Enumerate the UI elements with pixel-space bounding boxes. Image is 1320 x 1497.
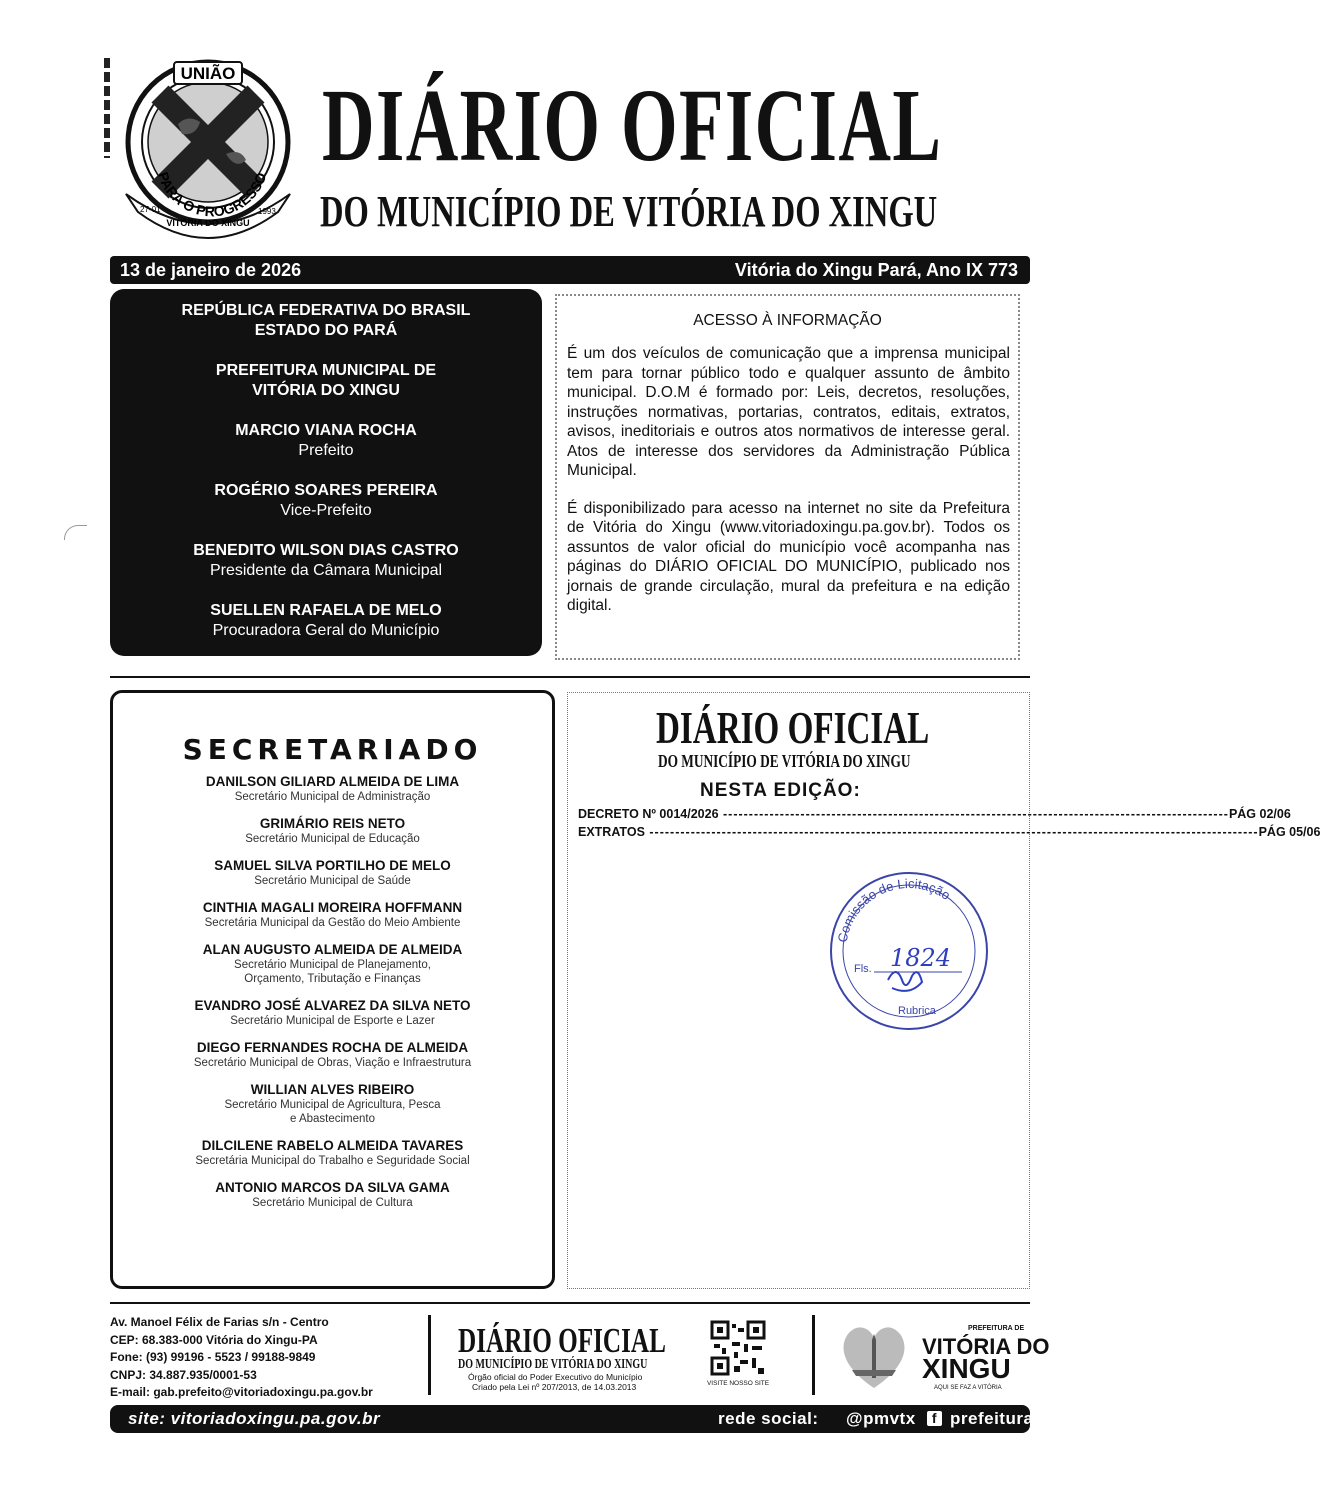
access-info-paragraph-1: É um dos veículos de comunicação que a imprensa municipal tem para tornar público todo e qualquer assunto de âmbito municipal. D.O.M é formado por: Leis, decretos, resoluções, instruções normativas, portarias, contratos, editais, extratos, avisos, ineditoriais e outros atos normativos de interesse geral. Atos de interesse dos servidores da Administração Pública Municipal. — [567, 345, 1010, 479]
footer-street: Av. Manoel Félix de Farias s/n - Centro — [110, 1315, 329, 1329]
official-block — [110, 361, 542, 401]
member-role: Secretária Municipal do Trabalho e Seguridade Social — [195, 1155, 470, 1167]
official-name: BENEDITO WILSON DIAS CASTRO — [193, 542, 459, 559]
toc-label: DECRETO Nº 0014/2026 — [578, 807, 719, 821]
footer-social-handle-2[interactable]: prefeitura_vx — [950, 1409, 1064, 1428]
member-name: SAMUEL SILVA PORTILHO DE MELO — [214, 858, 451, 873]
list-item — [113, 1040, 552, 1070]
masthead-subtitle: DO MUNICÍPIO DE VITÓRIA DO XINGU — [320, 187, 938, 236]
footer-social-label: rede social: — [718, 1409, 819, 1428]
instagram-icon[interactable] — [1106, 1411, 1122, 1427]
list-item — [113, 900, 552, 930]
footer-email[interactable]: E-mail: gab.prefeito@vitoriadoxingu.pa.gov.br — [110, 1385, 373, 1399]
footer-address — [110, 1314, 373, 1402]
list-item — [113, 816, 552, 846]
footer-divider — [110, 1302, 1030, 1304]
footer-logo-title: DIÁRIO OFICIAL — [458, 1321, 666, 1360]
member-role: Secretária Municipal da Gestão do Meio Ambiente — [204, 917, 461, 929]
official-block — [110, 301, 542, 341]
member-name: ALAN AUGUSTO ALMEIDA DE ALMEIDA — [202, 942, 463, 957]
member-name: CINTHIA MAGALI MOREIRA HOFFMANN — [202, 900, 463, 915]
secretariat-heading: SECRETARIADO — [182, 733, 483, 766]
prefeitura-label: PREFEITURA DE — [968, 1325, 1025, 1332]
official-role: Prefeito — [298, 442, 354, 459]
access-info-heading: ACESSO À INFORMAÇÃO — [693, 312, 882, 329]
qr-code-icon[interactable] — [710, 1320, 766, 1376]
logo-year-right: 1993 — [258, 207, 276, 216]
crop-mark — [104, 58, 110, 158]
protocol-stamp — [826, 868, 992, 1034]
toc-leader: -------------------------------------------------------------------------------------------------- — [718, 807, 1229, 821]
official-block — [110, 541, 542, 581]
footer-separator — [428, 1315, 431, 1395]
official-name: ROGÉRIO SOARES PEREIRA — [214, 482, 438, 499]
toc-label: EXTRATOS — [578, 825, 645, 839]
stamp-number: 1824 — [890, 944, 952, 972]
municipal-coat-of-arms-logo — [118, 54, 298, 244]
footer-logo-subtitle: DO MUNICÍPIO DE VITÓRIA DO XINGU — [458, 1356, 648, 1371]
footer-phone: Fone: (93) 99196 - 5523 / 99188-9849 — [110, 1350, 316, 1364]
logo-town-text: VITÓRIA DO XINGU — [166, 218, 250, 228]
edition-logo-title: DIÁRIO OFICIAL — [656, 702, 930, 753]
member-name: DILCILENE RABELO ALMEIDA TAVARES — [201, 1138, 464, 1153]
official-title-2: ESTADO DO PARÁ — [254, 322, 398, 339]
toc-row[interactable] — [578, 825, 1320, 839]
list-item — [113, 1180, 552, 1210]
footer-social-handle-1[interactable]: @pmvtx — [846, 1409, 916, 1428]
stamp-ring-text: Comissão de Licitação — [834, 875, 954, 944]
qr-caption: VISITE NOSSO SITE — [706, 1380, 770, 1387]
toc-row[interactable] — [578, 807, 1291, 821]
logo-top-text: UNIÃO — [180, 64, 236, 83]
facebook-icon[interactable]: f — [927, 1411, 942, 1426]
footer-logo-note-2: Criado pela Lei nº 207/2013, de 14.03.2013 — [472, 1382, 637, 1392]
member-name: GRIMÁRIO REIS NETO — [259, 816, 406, 831]
masthead-title: DIÁRIO OFICIAL — [322, 68, 943, 183]
member-name: WILLIAN ALVES RIBEIRO — [250, 1082, 415, 1097]
official-block — [110, 601, 542, 641]
list-item — [113, 998, 552, 1028]
officials-panel — [110, 289, 542, 656]
prefeitura-logo — [834, 1318, 914, 1394]
official-name: MARCIO VIANA ROCHA — [235, 422, 417, 439]
official-title: PREFEITURA MUNICIPAL DE — [215, 362, 437, 379]
toc-page: PÁG 02/06 — [1228, 807, 1291, 821]
official-name: SUELLEN RAFAELA DE MELO — [210, 602, 442, 619]
official-title: REPÚBLICA FEDERATIVA DO BRASIL — [181, 302, 471, 319]
member-name: DIEGO FERNANDES ROCHA DE ALMEIDA — [196, 1040, 469, 1055]
section-divider — [110, 676, 1030, 678]
prefeitura-tagline: AQUI SE FAZ A VITÓRIA — [934, 1385, 1002, 1391]
stamp-page-label: Fls. — [854, 963, 872, 975]
footer-logo-note-1: Órgão oficial do Poder Executivo do Município — [468, 1372, 643, 1382]
list-item — [113, 858, 552, 888]
stamp-rubric-label: Rubrica — [898, 1005, 936, 1017]
member-role: Secretário Municipal de Administração — [234, 791, 431, 803]
svg-text:Comissão de Licitação — [835, 876, 954, 944]
toc-page: PÁG 05/06 — [1258, 825, 1320, 839]
official-role: Procuradora Geral do Município — [212, 622, 440, 639]
official-block — [110, 421, 542, 461]
member-role: Secretário Municipal de Planejamento, — [234, 959, 431, 971]
member-role: Secretário Municipal de Educação — [245, 833, 420, 845]
footer-separator-2 — [812, 1315, 815, 1395]
official-role: Vice-Prefeito — [280, 502, 372, 519]
secretariat-list — [113, 774, 552, 1210]
logo-year-left: 27-01 — [140, 205, 161, 214]
footer-site[interactable]: site: vitoriadoxingu.pa.gov.br — [128, 1409, 381, 1428]
margin-mark — [64, 525, 87, 540]
secretariat-panel — [110, 690, 555, 1289]
prefeitura-name-line-1: VITÓRIA DO — [922, 1334, 1050, 1359]
footer-bar — [110, 1405, 1064, 1433]
access-info-panel — [555, 294, 1020, 660]
prefeitura-name-line-2: XINGU — [922, 1353, 1011, 1384]
edition-heading: NESTA EDIÇÃO: — [700, 780, 861, 801]
list-item — [113, 942, 552, 986]
issue-edition: Vitória do Xingu Pará, Ano IX 773 — [734, 260, 1018, 280]
member-role: Secretário Municipal de Obras, Viação e Infraestrutura — [193, 1057, 472, 1069]
list-item — [113, 774, 552, 804]
list-item — [113, 1082, 552, 1126]
toc-leader: ---------------------------------------------------------------------------------------------------------------------- — [644, 825, 1259, 839]
access-info-paragraph-2: É disponibilizado para acesso na internet no site da Prefeitura de Vitória do Xingu (www.vitoriadoxingu.pa.gov.br). Todos os assuntos de valor oficial do município você acompanha nas páginas do DIÁRIO OFICIAL DO MUNICÍPIO, publicado nos jornais de grande circulação, mural da prefeitura e na edição digital. — [567, 499, 1010, 614]
date-bar — [110, 256, 1030, 284]
official-title-2: VITÓRIA DO XINGU — [252, 382, 400, 399]
member-name: DANILSON GILIARD ALMEIDA DE LIMA — [205, 774, 460, 789]
official-block — [110, 481, 542, 521]
list-item — [113, 1138, 552, 1168]
member-role: Secretário Municipal de Esporte e Lazer — [230, 1015, 435, 1027]
member-role-2: Orçamento, Tributação e Finanças — [244, 973, 421, 985]
member-role: Secretário Municipal de Saúde — [254, 875, 411, 887]
member-name: ANTONIO MARCOS DA SILVA GAMA — [215, 1180, 450, 1195]
member-role-2: e Abastecimento — [289, 1113, 376, 1125]
edition-logo-subtitle: DO MUNICÍPIO DE VITÓRIA DO XINGU — [658, 751, 911, 771]
member-role: Secretário Municipal de Agricultura, Pesca — [224, 1099, 441, 1111]
member-role: Secretário Municipal de Cultura — [252, 1197, 413, 1209]
footer-cnpj: CNPJ: 34.887.935/0001-53 — [110, 1367, 257, 1382]
logo-ring-text: PARA O PROGRESSO — [154, 169, 270, 220]
member-name: EVANDRO JOSÉ ALVAREZ DA SILVA NETO — [194, 998, 471, 1013]
footer-cep: CEP: 68.383-000 Vitória do Xingu-PA — [110, 1332, 318, 1347]
official-role: Presidente da Câmara Municipal — [209, 562, 443, 579]
issue-date: 13 de janeiro de 2026 — [120, 260, 302, 280]
